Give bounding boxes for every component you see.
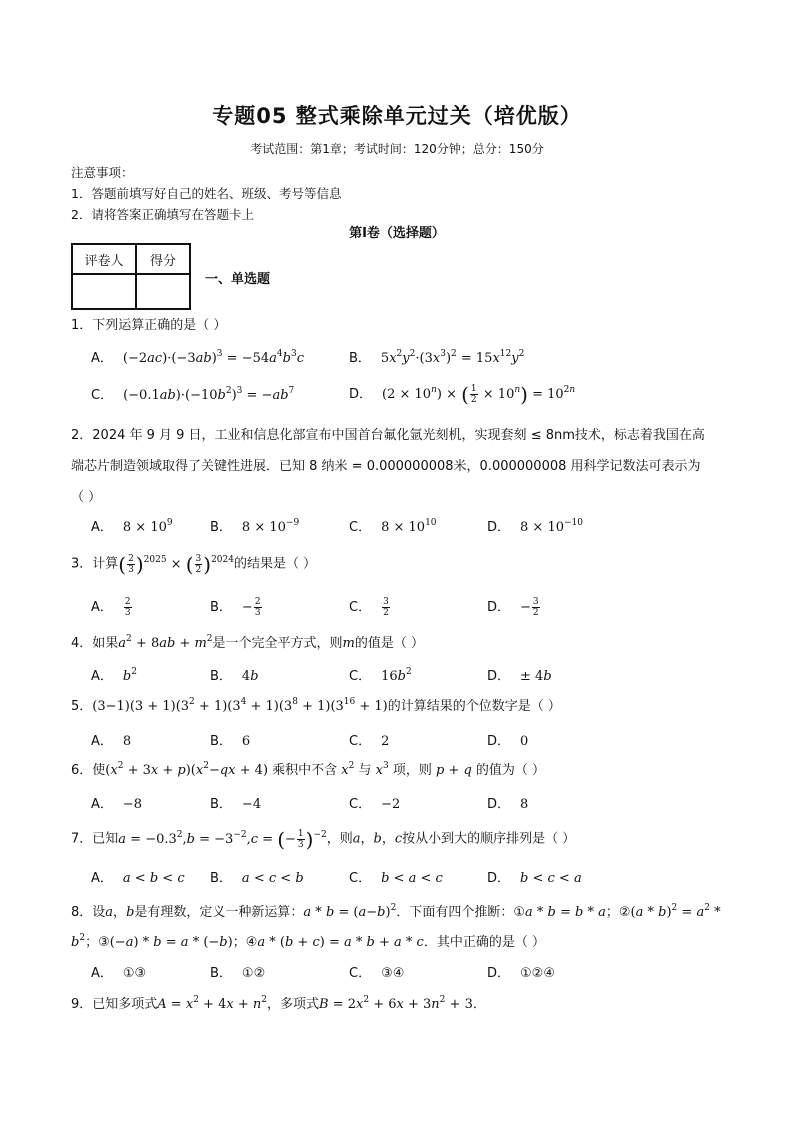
question-8-post: ．其中正确的是（ ） bbox=[423, 935, 545, 950]
question-8-mid: 是有理数，定义一种新运算： bbox=[134, 905, 304, 920]
question-3-post: 的结果是（ ） bbox=[233, 556, 317, 572]
question-2-option-b[interactable]: B． $8 \times 10^{-9}$ bbox=[210, 518, 300, 535]
question-8-option-d[interactable]: D． ①②④ bbox=[487, 966, 555, 981]
question-7-option-a[interactable]: A． a < b < c bbox=[91, 871, 185, 886]
question-8: 8．设a，b是有理数，定义一种新运算：$a * b = (a-b)^2$．下面有四个推断：①a * b = b * a；②(a * $b)^2 = a^2 * b^2$；③(−a) * b = a * (−b)；④a * (b + c) = a * b + a * c．其中正确的是（ ） bbox=[71, 903, 721, 950]
notes-item-2: 2．请将答案正确填写在答题卡上 bbox=[71, 207, 254, 222]
question-7-option-d[interactable]: D． b < c < a bbox=[487, 871, 582, 886]
question-4-option-d[interactable]: D． ± 4b bbox=[487, 669, 552, 684]
question-2-line-1: 2．2024 年 9 月 9 日，工业和信息化部宣布中国首台氟化氩光刻机，实现套刻 ≤ 8nm技术，标志着我国在高 bbox=[71, 428, 705, 443]
question-8-mid2: ．下面有四个推断： bbox=[396, 905, 514, 920]
question-4-option-c[interactable]: C． $16b^2$ bbox=[349, 667, 412, 684]
question-5-option-d[interactable]: D． 0 bbox=[487, 734, 529, 749]
score-table bbox=[71, 243, 191, 310]
score-table-score-cell[interactable] bbox=[136, 274, 190, 309]
question-8-option-a[interactable]: A． ①③ bbox=[91, 966, 147, 981]
question-2-line-2: 端芯片制造领域取得了关键性进展．已知 8 纳米 = 0.000000008米，0.000000008 用科学记数法可表示为 bbox=[71, 459, 701, 474]
question-4-pre: 4．如果 bbox=[71, 636, 119, 651]
question-6-option-c[interactable]: C． −2 bbox=[349, 797, 401, 812]
volume-heading: 第I卷（选择题） bbox=[349, 226, 445, 241]
question-6-option-a[interactable]: A． −8 bbox=[91, 797, 143, 812]
notes-heading: 注意事项： bbox=[71, 165, 134, 180]
question-3-option-c[interactable]: C． $\frac{3}{2}$ bbox=[349, 597, 389, 618]
question-3-pre: 3．计算 bbox=[71, 556, 119, 572]
question-9: 9．已知多项式$A = x^2 + 4x + n^2$，多项式$B = 2x^2 + 6x + 3n^2 + 3$． bbox=[71, 995, 486, 1012]
question-8-option-c[interactable]: C． ③④ bbox=[349, 966, 405, 981]
question-1-stem: 1．下列运算正确的是（ ） bbox=[71, 318, 227, 333]
question-1-option-c[interactable]: C． $(-0.1ab)\cdot(-10b^2)^3 = -ab^7$ bbox=[91, 386, 295, 403]
question-1-option-b[interactable]: B． $5x^2y^2\cdot(3x^3)^2 = 15x^{12}y^2$ bbox=[349, 349, 525, 366]
question-7-option-c[interactable]: C． b < a < c bbox=[349, 871, 443, 886]
question-6-pre: 6．使 bbox=[71, 763, 106, 778]
section-heading: 一、单选题 bbox=[205, 272, 271, 287]
score-table-score-header: 得分 bbox=[136, 244, 190, 274]
question-1-option-d[interactable]: D． $(2 \times 10^n)$ × ( $\frac{1}{2}$ × $10^n) = 10^{2n}$ bbox=[349, 382, 576, 406]
question-2-option-a[interactable]: A． $8 \times 10^9$ bbox=[91, 518, 173, 535]
question-2-option-c[interactable]: C． $8 \times 10^{10}$ bbox=[349, 518, 437, 535]
question-5-option-c[interactable]: C． 2 bbox=[349, 734, 390, 749]
score-table-reviewer-header: 评卷人 bbox=[72, 244, 136, 274]
question-1-option-a[interactable]: A． $(-2ac)\cdot(-3ab)^3 = -54a^4b^3c$ bbox=[91, 349, 304, 366]
exam-info: 考试范围：第1章；考试时间：120分钟；总分：150分 bbox=[250, 142, 544, 156]
notes bbox=[71, 162, 341, 225]
question-9-pre: 9．已知多项式 bbox=[71, 997, 158, 1012]
question-9-mid: ，多项式 bbox=[266, 997, 319, 1012]
question-6-post: 的值为（ ） bbox=[471, 763, 546, 778]
question-1 bbox=[71, 315, 731, 337]
question-4-option-b[interactable]: B． 4b bbox=[210, 669, 259, 684]
question-3-option-d[interactable]: D． − $\frac{3}{2}$ bbox=[487, 597, 539, 618]
question-7-post: ，则 bbox=[326, 831, 353, 847]
notes-item-1: 1．答题前填写好自己的姓名、班级、考号等信息 bbox=[71, 186, 342, 201]
question-7: 7．已知$a = -0.3^2,b = -3^{-2},c$ = (− $\frac{1}{3}$ )$^{-2}$，则a，b，c按从小到大的顺序排列是（ ） bbox=[71, 827, 576, 851]
question-6-term: 项，则 bbox=[388, 763, 436, 778]
question-5-post: 的计算结果的个位数字是（ ） bbox=[387, 699, 561, 714]
question-8-option-b[interactable]: B． ①② bbox=[210, 966, 266, 981]
question-4: 4．如果$a^2 + 8ab + m^2$是一个完全平方式，则m的值是（ ） bbox=[71, 634, 425, 651]
question-3-option-a[interactable]: A． $\frac{2}{3}$ bbox=[91, 597, 131, 618]
question-5-option-b[interactable]: B． 6 bbox=[210, 734, 251, 749]
question-3: 3．计算( $\frac{2}{3}$ )$^{2025}$ × ( $\frac{3}{2}$ )$^{2024}$的结果是（ ） bbox=[71, 552, 317, 576]
question-4-post: 是一个完全平方式，则 bbox=[212, 636, 343, 651]
question-2-option-d[interactable]: D． $8 \times 10^{-10}$ bbox=[487, 518, 583, 535]
page-title: 专题05 整式乘除单元过关（培优版） bbox=[212, 104, 582, 128]
question-5: 5．$(3-1)(3 + 1)(3^2 + 1)(3^4 + 1)(3^8 + 1)(3^{16} + 1)$的计算结果的个位数字是（ ） bbox=[71, 697, 561, 714]
score-table-reviewer-cell[interactable] bbox=[72, 274, 136, 309]
question-6-mid: 乘积中不含 bbox=[268, 763, 342, 778]
question-7-option-b[interactable]: B． a < c < b bbox=[210, 871, 304, 886]
question-6-and: 与 bbox=[354, 763, 376, 778]
question-8-pre: 8．设 bbox=[71, 905, 106, 920]
question-4-post2: 的值是（ ） bbox=[354, 636, 425, 651]
question-4-option-a[interactable]: A． $b^2$ bbox=[91, 667, 137, 684]
question-7-pre: 7．已知 bbox=[71, 831, 119, 847]
question-3-option-b[interactable]: B． − $\frac{2}{3}$ bbox=[210, 597, 261, 618]
question-2-line-3: （ ） bbox=[71, 490, 102, 505]
question-5-option-a[interactable]: A． 8 bbox=[91, 734, 132, 749]
question-6-option-b[interactable]: B． −4 bbox=[210, 797, 262, 812]
question-6: 6．使$(x^2 + 3x + p)(x^2-qx + 4)$ 乘积中不含 $x^2$ 与 $x^3$ 项，则 p + q 的值为（ ） bbox=[71, 761, 546, 778]
question-7-post2: 按从小到大的顺序排列是（ ） bbox=[402, 831, 576, 847]
question-6-option-d[interactable]: D． 8 bbox=[487, 797, 529, 812]
question-2 bbox=[71, 420, 731, 513]
